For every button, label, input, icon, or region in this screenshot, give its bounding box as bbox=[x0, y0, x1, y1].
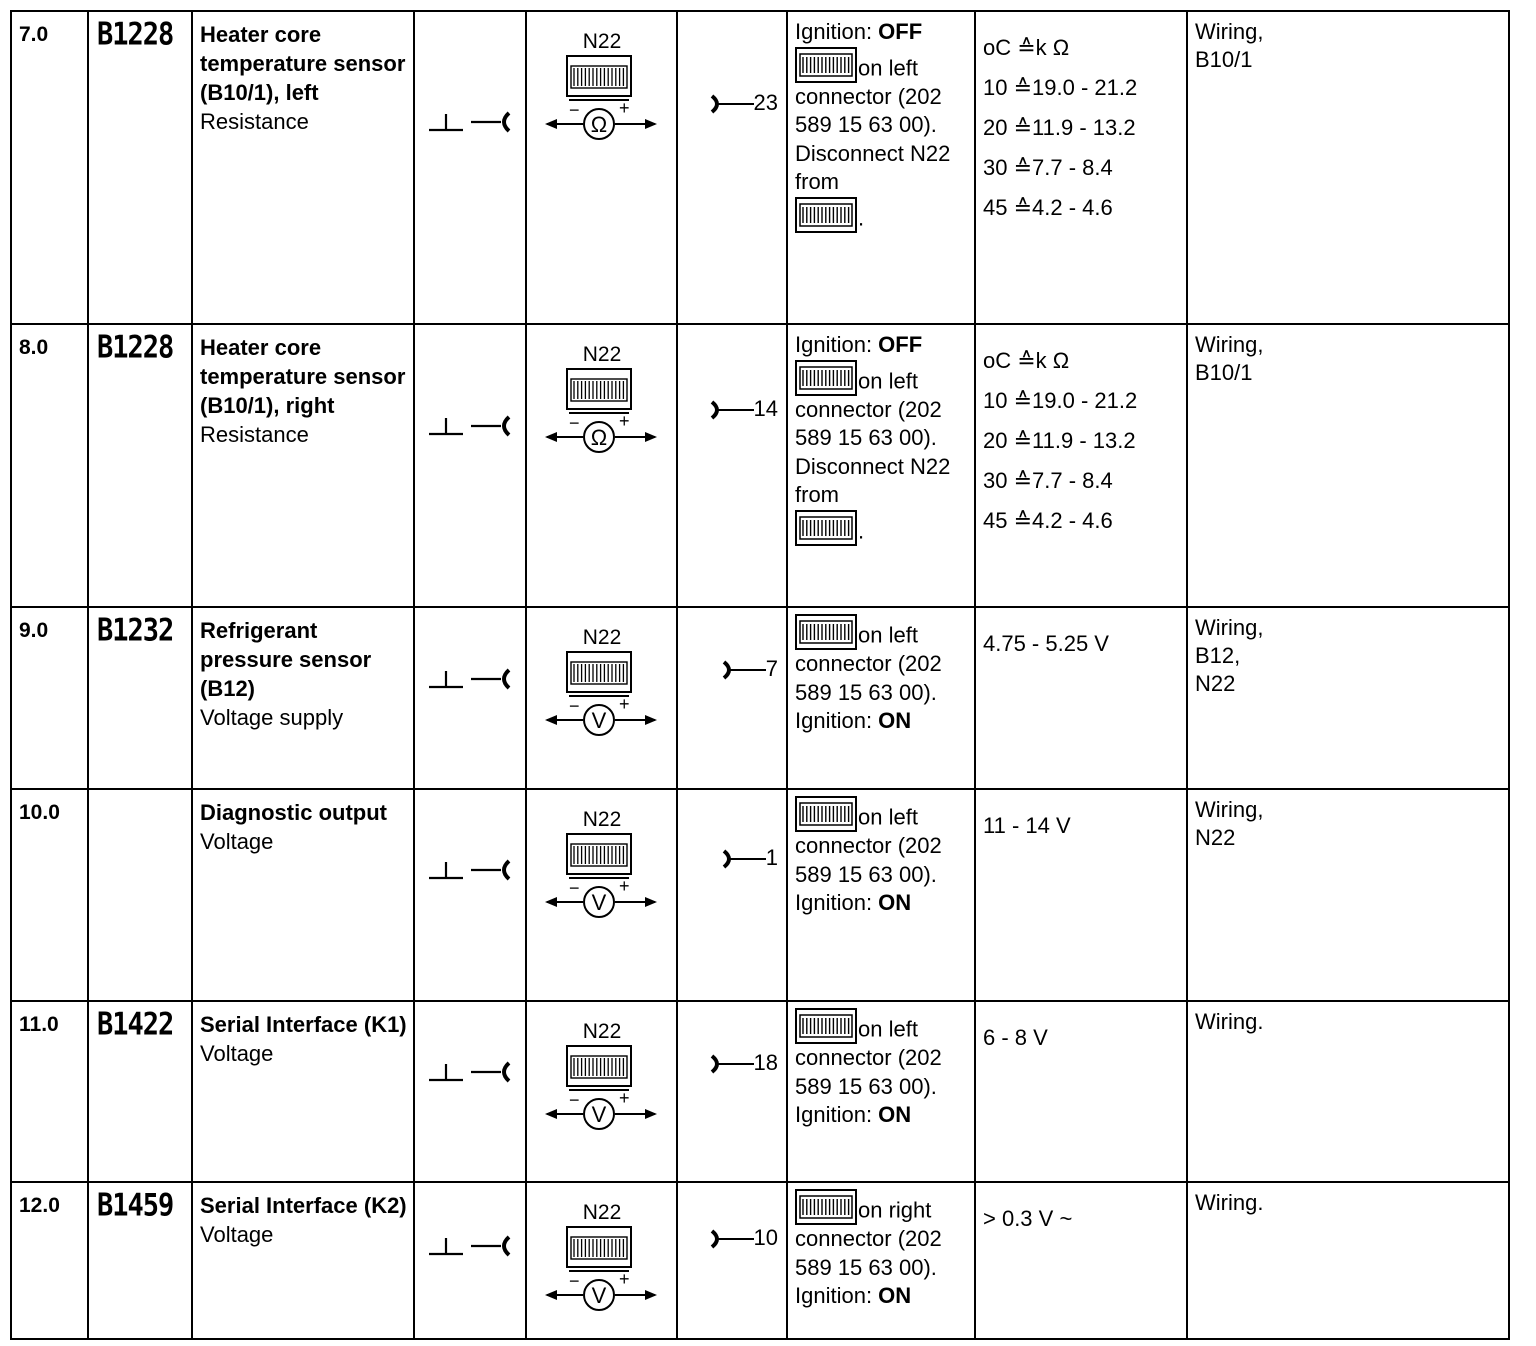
meter-diagram bbox=[543, 626, 661, 736]
nominal-value: 30 ≙7.7 - 8.4 bbox=[983, 155, 1113, 180]
remedy bbox=[1187, 1001, 1509, 1182]
pin-number: 10 bbox=[753, 1225, 778, 1250]
nominal-values bbox=[975, 607, 1187, 789]
meter-label: N22 bbox=[582, 626, 622, 649]
svg-text:Ω: Ω bbox=[590, 425, 608, 450]
test-subtitle: Voltage bbox=[200, 1222, 274, 1247]
test-title: Heater core temperature sensor (B10/1), right bbox=[200, 335, 406, 418]
fault-code: B1422 bbox=[97, 1006, 174, 1043]
connector-text: on left connector (202 589 15 63 00). bbox=[795, 804, 942, 887]
ignition-state: ON bbox=[878, 890, 912, 915]
nominal-values bbox=[975, 789, 1187, 1001]
nominal-values bbox=[975, 1001, 1187, 1182]
test-table bbox=[10, 10, 1510, 1340]
connector-icon bbox=[795, 197, 857, 233]
test-conditions bbox=[787, 1182, 975, 1339]
remedy-line: Wiring. bbox=[1195, 1009, 1264, 1034]
table-row bbox=[11, 1182, 1509, 1339]
nominal-value: 10 ≙19.0 - 21.2 bbox=[983, 75, 1138, 100]
ignition-state: ON bbox=[878, 1102, 912, 1127]
remedy-line: N22 bbox=[1195, 671, 1236, 696]
svg-text:+: + bbox=[619, 411, 630, 431]
connector-icon bbox=[795, 510, 857, 546]
disconnect-text: Disconnect N22 from bbox=[795, 140, 951, 194]
test-subtitle: Voltage bbox=[200, 1041, 274, 1066]
fault-code: B1232 bbox=[97, 612, 174, 649]
nominal-value: 45 ≙4.2 - 4.6 bbox=[983, 195, 1113, 220]
meter-diagram bbox=[543, 30, 661, 140]
pin-number: 23 bbox=[753, 90, 778, 115]
remedy-line: B10/1 bbox=[1195, 360, 1253, 385]
remedy bbox=[1187, 789, 1509, 1001]
remedy-line: N22 bbox=[1195, 825, 1236, 850]
test-conditions: Ignition: OFF on left connector (202 589 15 63 00). Disconnect N22 from . bbox=[787, 11, 975, 324]
ignition-label: Ignition: bbox=[795, 1283, 879, 1308]
remedy bbox=[1187, 1182, 1509, 1339]
remedy bbox=[1187, 607, 1509, 789]
nominal-value: 11 - 14 V bbox=[983, 813, 1071, 838]
step-number: 9.0 bbox=[11, 607, 88, 789]
connector-text: on left connector (202 589 15 63 00). bbox=[795, 622, 942, 705]
remedy-line: B10/1 bbox=[1195, 47, 1253, 72]
nominal-value: 20 ≙11.9 - 13.2 bbox=[983, 428, 1136, 453]
connector-text: on left connector (202 589 15 63 00). bbox=[795, 55, 942, 137]
meter-label: N22 bbox=[582, 1020, 622, 1043]
ignition-label: Ignition: bbox=[795, 332, 879, 357]
test-title: Diagnostic output bbox=[200, 800, 387, 825]
ground-probe-icon bbox=[427, 663, 517, 693]
svg-text:−: − bbox=[569, 1090, 580, 1110]
pin-number: 14 bbox=[753, 396, 778, 421]
nominal-values bbox=[975, 1182, 1187, 1339]
fault-code: B1228 bbox=[97, 16, 174, 53]
ignition-label: Ignition: bbox=[795, 1102, 879, 1127]
svg-text:+: + bbox=[619, 694, 630, 714]
pin-icon bbox=[722, 659, 766, 681]
pin-icon bbox=[722, 848, 766, 870]
svg-text:−: − bbox=[569, 100, 580, 120]
ignition-label: Ignition: bbox=[795, 890, 879, 915]
ignition-label: Ignition: bbox=[795, 19, 879, 44]
svg-text:V: V bbox=[591, 708, 607, 733]
remedy bbox=[1187, 11, 1509, 324]
fault-code: B1459 bbox=[97, 1187, 174, 1224]
nominal-values bbox=[975, 324, 1187, 607]
test-title: Heater core temperature sensor (B10/1), left bbox=[200, 22, 406, 105]
test-conditions bbox=[787, 607, 975, 789]
connector-text: on left connector (202 589 15 63 00). bbox=[795, 368, 942, 450]
meter-diagram bbox=[543, 1201, 661, 1311]
remedy-line: B12, bbox=[1195, 643, 1241, 668]
step-number: 11.0 bbox=[11, 1001, 88, 1182]
meter-label: N22 bbox=[582, 343, 622, 366]
step-number: 7.0 bbox=[11, 11, 88, 324]
connector-text: on right connector (202 589 15 63 00). bbox=[795, 1197, 942, 1280]
ground-probe-icon bbox=[427, 1230, 517, 1260]
test-subtitle: Voltage supply bbox=[200, 705, 344, 730]
test-subtitle: Resistance bbox=[200, 422, 309, 447]
nominal-value: 20 ≙11.9 - 13.2 bbox=[983, 115, 1136, 140]
connector-text: on left connector (202 589 15 63 00). bbox=[795, 1016, 942, 1099]
nominal-value: 10 ≙19.0 - 21.2 bbox=[983, 388, 1138, 413]
meter-label: N22 bbox=[582, 1201, 622, 1224]
pin-icon bbox=[710, 1228, 754, 1250]
table-row bbox=[11, 789, 1509, 1001]
ground-probe-icon bbox=[427, 1056, 517, 1086]
test-conditions: Ignition: OFF on left connector (202 589 15 63 00). Disconnect N22 from . bbox=[787, 324, 975, 607]
remedy bbox=[1187, 324, 1509, 607]
nominal-value: > 0.3 V ~ bbox=[983, 1206, 1073, 1231]
step-number: 8.0 bbox=[11, 324, 88, 607]
svg-text:−: − bbox=[569, 696, 580, 716]
connector-icon bbox=[795, 360, 857, 396]
remedy-line: Wiring. bbox=[1195, 1190, 1264, 1215]
meter-label: N22 bbox=[582, 30, 622, 53]
meter-icon bbox=[543, 54, 661, 140]
disconnect-text: Disconnect N22 from bbox=[795, 453, 951, 507]
meter-icon bbox=[543, 650, 661, 736]
meter-diagram bbox=[543, 808, 661, 918]
nominal-value: 6 - 8 V bbox=[983, 1025, 1048, 1050]
fault-code: B1228 bbox=[97, 329, 174, 366]
connector-icon bbox=[795, 1008, 857, 1044]
nominal-value: 45 ≙4.2 - 4.6 bbox=[983, 508, 1113, 533]
svg-text:Ω: Ω bbox=[590, 112, 608, 137]
meter-diagram bbox=[543, 343, 661, 453]
svg-text:V: V bbox=[591, 1102, 607, 1127]
pin-icon bbox=[710, 93, 754, 115]
nominal-value: oC ≙k Ω bbox=[983, 35, 1070, 60]
nominal-value: 30 ≙7.7 - 8.4 bbox=[983, 468, 1113, 493]
meter-icon bbox=[543, 367, 661, 453]
ignition-state: OFF bbox=[878, 332, 923, 357]
ground-probe-icon bbox=[427, 410, 517, 440]
table-row bbox=[11, 607, 1509, 789]
connector-icon bbox=[795, 1189, 857, 1225]
svg-text:−: − bbox=[569, 1271, 580, 1291]
ignition-state: OFF bbox=[878, 19, 923, 44]
pin-number: 7 bbox=[765, 656, 778, 681]
pin-number: 18 bbox=[753, 1050, 778, 1075]
table-row bbox=[11, 1001, 1509, 1182]
svg-text:−: − bbox=[569, 413, 580, 433]
ignition-state: ON bbox=[878, 1283, 912, 1308]
svg-text:+: + bbox=[619, 1269, 630, 1289]
svg-text:+: + bbox=[619, 1088, 630, 1108]
svg-text:+: + bbox=[619, 98, 630, 118]
step-number: 10.0 bbox=[11, 789, 88, 1001]
svg-text:+: + bbox=[619, 876, 630, 896]
pin-icon bbox=[710, 399, 754, 421]
step-number: 12.0 bbox=[11, 1182, 88, 1339]
remedy-line: Wiring, bbox=[1195, 615, 1264, 640]
pin-icon bbox=[710, 1053, 754, 1075]
meter-label: N22 bbox=[582, 808, 622, 831]
test-title: Serial Interface (K1) bbox=[200, 1012, 407, 1037]
test-subtitle: Voltage bbox=[200, 829, 274, 854]
ignition-state: ON bbox=[878, 708, 912, 733]
meter-icon bbox=[543, 1225, 661, 1311]
test-title: Serial Interface (K2) bbox=[200, 1193, 407, 1218]
svg-text:V: V bbox=[591, 1283, 607, 1308]
ground-probe-icon bbox=[427, 106, 517, 136]
test-conditions bbox=[787, 1001, 975, 1182]
table-row bbox=[11, 324, 1509, 607]
test-subtitle: Resistance bbox=[200, 109, 309, 134]
table-row bbox=[11, 11, 1509, 324]
connector-icon bbox=[795, 614, 857, 650]
remedy-line: Wiring, bbox=[1195, 19, 1264, 44]
remedy-line: Wiring, bbox=[1195, 797, 1264, 822]
meter-diagram bbox=[543, 1020, 661, 1130]
pin-number: 1 bbox=[765, 845, 778, 870]
svg-text:V: V bbox=[591, 890, 607, 915]
ground-probe-icon bbox=[427, 854, 517, 884]
nominal-value: oC ≙k Ω bbox=[983, 348, 1070, 373]
nominal-values bbox=[975, 11, 1187, 324]
ignition-label: Ignition: bbox=[795, 708, 879, 733]
connector-icon bbox=[795, 47, 857, 83]
nominal-value: 4.75 - 5.25 V bbox=[983, 631, 1109, 656]
connector-icon bbox=[795, 796, 857, 832]
meter-icon bbox=[543, 1044, 661, 1130]
test-title: Refrigerant pressure sensor (B12) bbox=[200, 618, 372, 701]
remedy-line: Wiring, bbox=[1195, 332, 1264, 357]
test-conditions bbox=[787, 789, 975, 1001]
meter-icon bbox=[543, 832, 661, 918]
svg-text:−: − bbox=[569, 878, 580, 898]
